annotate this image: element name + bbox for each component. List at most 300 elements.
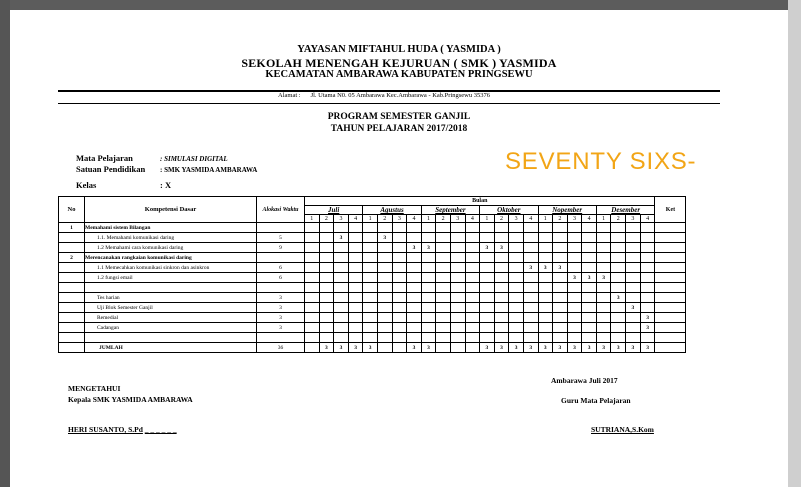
week-cell (392, 273, 407, 283)
viewer-scrollbar[interactable] (788, 0, 801, 487)
week-cell (465, 333, 480, 343)
week-cell (465, 233, 480, 243)
week-cell: 3 (626, 303, 641, 313)
week-cell (392, 313, 407, 323)
week-cell (377, 303, 392, 313)
row-competency: Cadangan (85, 323, 257, 333)
week-cell (494, 323, 509, 333)
week-cell (436, 273, 451, 283)
week-cell (538, 293, 553, 303)
table-row (59, 303, 686, 313)
week-cell (334, 263, 349, 273)
week-cell (538, 303, 553, 313)
week-cell (334, 303, 349, 313)
row-allocation: 3 (257, 303, 305, 313)
week-cell (305, 283, 320, 293)
week-cell (436, 323, 451, 333)
kelas-value: : X (160, 180, 172, 190)
week-cell (348, 253, 363, 263)
week-cell (465, 253, 480, 263)
meta-mapel (76, 153, 228, 163)
week-cell (596, 303, 611, 313)
week-cell (334, 293, 349, 303)
row-ket (655, 283, 686, 293)
week-cell (450, 313, 465, 323)
week-cell (363, 243, 378, 253)
week-cell (611, 283, 626, 293)
week-cell (305, 273, 320, 283)
week-cell (407, 313, 422, 323)
week-cell (567, 243, 582, 253)
table-row (59, 343, 686, 353)
week-cell (538, 273, 553, 283)
week-cell (626, 283, 641, 293)
week-cell: 3 (596, 273, 611, 283)
row-number (59, 293, 85, 303)
week-cell (421, 273, 436, 283)
week-cell (582, 313, 597, 323)
week-cell (421, 303, 436, 313)
week-cell (305, 303, 320, 313)
row-competency: 1.1. Memahami komunikasi daring (85, 233, 257, 243)
row-competency: Memahami sistem Bilangan (85, 223, 257, 233)
row-allocation: 3 (257, 323, 305, 333)
week-header: 2 (377, 215, 392, 223)
week-cell (538, 323, 553, 333)
week-cell (567, 293, 582, 303)
mapel-value: : SIMULASI DIGITAL (160, 155, 228, 163)
week-cell (494, 293, 509, 303)
header-rule-lower (58, 103, 720, 104)
row-ket (655, 243, 686, 253)
week-cell (407, 263, 422, 273)
watermark-stamp: SEVENTY SIXS- (505, 148, 697, 175)
week-cell (582, 263, 597, 273)
table-row (59, 253, 686, 263)
week-cell (626, 243, 641, 253)
week-cell (465, 323, 480, 333)
week-cell (480, 253, 495, 263)
week-cell (611, 313, 626, 323)
week-cell (553, 253, 568, 263)
week-cell (538, 253, 553, 263)
week-cell: 3 (523, 263, 538, 273)
address-line (278, 92, 500, 99)
week-cell (377, 333, 392, 343)
week-cell: 3 (640, 323, 655, 333)
row-competency (85, 283, 257, 293)
row-competency: 1.2 fungsi email (85, 273, 257, 283)
kelas-label: Kelas (76, 180, 97, 190)
week-cell: 3 (334, 233, 349, 243)
week-cell (436, 283, 451, 293)
satuan-value: : SMK YASMIDA AMBARAWA (160, 166, 258, 174)
program-year: TAHUN PELAJARAN 2017/2018 (330, 124, 468, 134)
week-cell (582, 303, 597, 313)
row-allocation: 3 (257, 293, 305, 303)
week-header: 1 (363, 215, 378, 223)
meta-satuan (76, 164, 257, 174)
week-cell (319, 323, 334, 333)
week-cell (596, 283, 611, 293)
mapel-label: Mata Pelajaran (76, 153, 133, 163)
week-cell: 3 (494, 343, 509, 353)
col-header-bulan: Bulan (305, 197, 655, 206)
week-header: 4 (348, 215, 363, 223)
week-cell (421, 283, 436, 293)
viewer-left-edge (0, 0, 10, 487)
week-cell (421, 223, 436, 233)
week-cell (509, 223, 524, 233)
week-cell (334, 283, 349, 293)
week-cell (582, 323, 597, 333)
week-header: 2 (611, 215, 626, 223)
week-cell (640, 333, 655, 343)
week-cell (596, 293, 611, 303)
week-cell (450, 333, 465, 343)
row-competency: 1.2 Memahami cara komunikasi daring (85, 243, 257, 253)
row-number (59, 273, 85, 283)
week-cell (392, 293, 407, 303)
week-cell (319, 313, 334, 323)
week-cell (305, 253, 320, 263)
week-cell (567, 253, 582, 263)
week-header: 1 (596, 215, 611, 223)
week-cell (436, 293, 451, 303)
district-name: KECAMATAN AMBARAWA KABUPATEN PRINGSEWU (265, 69, 533, 80)
week-cell (494, 263, 509, 273)
week-cell: 3 (611, 343, 626, 353)
week-cell (334, 313, 349, 323)
row-number: 2 (59, 253, 85, 263)
week-cell (392, 253, 407, 263)
week-cell (348, 323, 363, 333)
week-cell (640, 253, 655, 263)
week-header: 4 (465, 215, 480, 223)
week-cell (377, 263, 392, 273)
week-cell (465, 293, 480, 303)
week-header: 4 (582, 215, 597, 223)
week-cell (334, 243, 349, 253)
week-cell (523, 233, 538, 243)
place-date: Ambarawa Juli 2017 (551, 376, 618, 385)
month-header: Oktober (480, 206, 538, 215)
week-cell (626, 223, 641, 233)
week-cell (421, 253, 436, 263)
week-cell (611, 263, 626, 273)
week-cell (538, 313, 553, 323)
week-cell (494, 233, 509, 243)
week-cell: 3 (480, 343, 495, 353)
week-cell: 3 (407, 343, 422, 353)
week-cell (494, 313, 509, 323)
week-cell (523, 333, 538, 343)
week-cell (436, 223, 451, 233)
week-cell (334, 273, 349, 283)
week-cell (523, 223, 538, 233)
week-header: 4 (523, 215, 538, 223)
week-cell: 3 (334, 343, 349, 353)
week-cell (626, 323, 641, 333)
week-cell: 3 (567, 343, 582, 353)
week-cell (436, 303, 451, 313)
week-cell (392, 343, 407, 353)
row-ket (655, 233, 686, 243)
week-cell (553, 313, 568, 323)
week-cell (640, 283, 655, 293)
week-cell (538, 333, 553, 343)
week-cell: 3 (640, 313, 655, 323)
viewer-top-bar (0, 0, 801, 10)
week-header: 2 (436, 215, 451, 223)
week-cell (363, 293, 378, 303)
row-number (59, 333, 85, 343)
week-cell (509, 333, 524, 343)
week-cell (465, 303, 480, 313)
week-header: 3 (626, 215, 641, 223)
week-cell (596, 313, 611, 323)
week-cell (567, 233, 582, 243)
week-cell (363, 283, 378, 293)
week-cell (480, 233, 495, 243)
week-cell (436, 333, 451, 343)
week-cell (450, 263, 465, 273)
week-cell (305, 343, 320, 353)
week-cell (582, 243, 597, 253)
week-cell (305, 293, 320, 303)
table-row (59, 263, 686, 273)
week-cell (509, 283, 524, 293)
week-cell (523, 243, 538, 253)
week-cell (611, 233, 626, 243)
week-cell (480, 323, 495, 333)
week-cell (567, 303, 582, 313)
week-cell (553, 333, 568, 343)
week-cell (480, 283, 495, 293)
week-cell (640, 273, 655, 283)
week-cell (626, 273, 641, 283)
principal-title: Kepala SMK YASMIDA AMBARAWA (68, 395, 193, 404)
week-cell (538, 283, 553, 293)
table-row (59, 243, 686, 253)
week-cell (523, 323, 538, 333)
week-cell (480, 313, 495, 323)
row-ket (655, 313, 686, 323)
week-cell (640, 263, 655, 273)
col-header-alokasi: Alokasi Waktu (257, 197, 305, 223)
row-number (59, 303, 85, 313)
week-cell (348, 223, 363, 233)
week-cell (407, 233, 422, 243)
row-ket (655, 333, 686, 343)
week-cell (567, 333, 582, 343)
table-row (59, 233, 686, 243)
week-cell (553, 223, 568, 233)
week-cell (626, 233, 641, 243)
week-cell (538, 233, 553, 243)
program-title: PROGRAM SEMESTER GANJIL (327, 112, 471, 122)
table-row (59, 323, 686, 333)
row-number (59, 313, 85, 323)
col-header-ket: Ket (655, 197, 686, 223)
week-cell (509, 273, 524, 283)
week-cell (611, 323, 626, 333)
week-cell (611, 253, 626, 263)
principal-name: HERI SUSANTO, S.Pd (68, 425, 143, 434)
table-row (59, 313, 686, 323)
week-header: 3 (392, 215, 407, 223)
row-allocation: 3 (257, 313, 305, 323)
week-cell (538, 243, 553, 253)
week-cell (363, 233, 378, 243)
table-row (59, 273, 686, 283)
week-cell (567, 313, 582, 323)
row-number (59, 233, 85, 243)
row-allocation: 6 (257, 273, 305, 283)
week-cell (450, 273, 465, 283)
week-cell (509, 303, 524, 313)
foundation-name: YAYASAN MIFTAHUL HUDA ( YASMIDA ) (297, 44, 501, 55)
week-cell (363, 313, 378, 323)
row-allocation: 9 (257, 243, 305, 253)
address-label: Alamat : (278, 92, 301, 99)
week-cell (305, 263, 320, 273)
week-cell (305, 323, 320, 333)
week-cell (582, 283, 597, 293)
week-cell (363, 333, 378, 343)
week-cell (436, 243, 451, 253)
week-cell (319, 273, 334, 283)
week-cell (640, 223, 655, 233)
week-cell (480, 333, 495, 343)
week-cell (392, 323, 407, 333)
week-cell (450, 283, 465, 293)
week-cell (523, 313, 538, 323)
week-cell (363, 323, 378, 333)
week-cell (509, 263, 524, 273)
week-cell (377, 253, 392, 263)
row-competency: Merencanakan rangkaian komunikasi daring (85, 253, 257, 263)
week-cell: 3 (494, 243, 509, 253)
week-cell (509, 253, 524, 263)
week-cell (567, 323, 582, 333)
week-cell (480, 263, 495, 273)
week-cell: 3 (553, 343, 568, 353)
week-cell (436, 263, 451, 273)
row-competency (85, 333, 257, 343)
week-cell (319, 233, 334, 243)
meta-kelas (76, 180, 171, 190)
week-cell (348, 233, 363, 243)
week-header: 1 (538, 215, 553, 223)
week-cell (582, 333, 597, 343)
week-header: 3 (567, 215, 582, 223)
week-header: 3 (509, 215, 524, 223)
week-cell (319, 223, 334, 233)
row-number (59, 243, 85, 253)
week-cell (392, 263, 407, 273)
semester-program-table (58, 196, 686, 353)
week-cell (348, 243, 363, 253)
col-header-kompetensi: Kompetensi Dasar (85, 197, 257, 223)
week-cell (450, 343, 465, 353)
row-ket (655, 253, 686, 263)
row-ket (655, 343, 686, 353)
week-cell (334, 323, 349, 333)
week-cell (348, 273, 363, 283)
week-cell (626, 253, 641, 263)
week-cell (421, 323, 436, 333)
week-cell (611, 243, 626, 253)
week-cell (305, 233, 320, 243)
week-cell (494, 223, 509, 233)
week-cell (465, 313, 480, 323)
week-cell: 3 (582, 273, 597, 283)
month-header: September (421, 206, 479, 215)
row-competency: Tes harian (85, 293, 257, 303)
week-cell (553, 243, 568, 253)
principal-signature (68, 425, 177, 434)
week-header: 2 (494, 215, 509, 223)
week-cell (363, 253, 378, 263)
week-cell (465, 243, 480, 253)
week-cell (334, 253, 349, 263)
week-header: 3 (450, 215, 465, 223)
week-cell (305, 223, 320, 233)
address-text: Jl. Utama N0. 05 Ambarawa Kec.Ambarawa - Kab.Pringsewu 35376 (310, 92, 491, 99)
row-number (59, 323, 85, 333)
week-cell (626, 263, 641, 273)
week-cell (407, 293, 422, 303)
row-ket (655, 263, 686, 273)
week-cell (553, 293, 568, 303)
week-cell (567, 283, 582, 293)
week-cell (626, 333, 641, 343)
teacher-title: Guru Mata Pelajaran (561, 396, 631, 405)
week-cell (421, 233, 436, 243)
week-cell (392, 243, 407, 253)
week-header: 4 (640, 215, 655, 223)
week-cell (494, 303, 509, 313)
week-cell (640, 243, 655, 253)
week-cell (596, 223, 611, 233)
week-cell (407, 333, 422, 343)
week-cell (523, 273, 538, 283)
month-header: Nopember (538, 206, 596, 215)
week-cell (480, 273, 495, 283)
week-cell (494, 273, 509, 283)
week-cell (494, 333, 509, 343)
week-cell: 3 (538, 343, 553, 353)
week-cell (450, 223, 465, 233)
week-cell (377, 313, 392, 323)
week-cell: 3 (509, 343, 524, 353)
week-cell (494, 253, 509, 263)
week-cell (596, 233, 611, 243)
week-cell (611, 273, 626, 283)
week-cell: 3 (582, 343, 597, 353)
approval-label: MENGETAHUI (68, 384, 121, 393)
week-cell (377, 273, 392, 283)
satuan-label: Satuan Pendidikan (76, 164, 146, 174)
week-cell (363, 263, 378, 273)
week-cell (436, 313, 451, 323)
week-cell (421, 313, 436, 323)
week-cell (582, 223, 597, 233)
week-cell (319, 253, 334, 263)
week-cell (596, 333, 611, 343)
row-ket (655, 303, 686, 313)
